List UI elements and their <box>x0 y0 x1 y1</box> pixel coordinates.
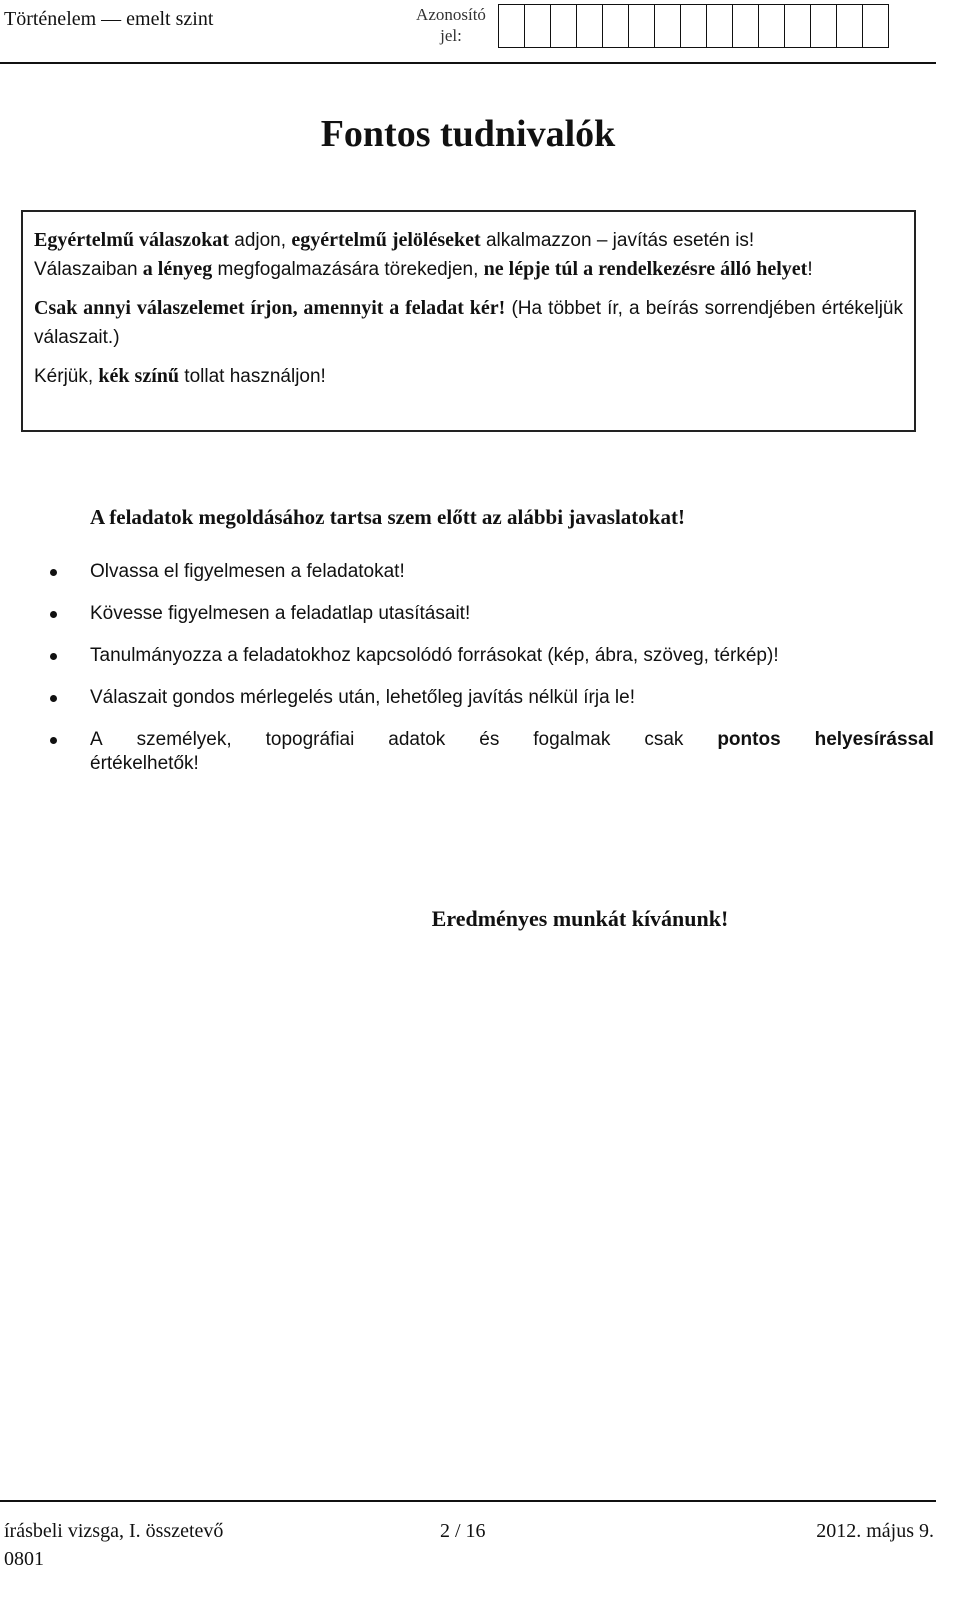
id-code-box <box>654 4 681 48</box>
header-subject: Történelem — emelt szint <box>4 8 214 30</box>
word: A <box>90 729 103 750</box>
instructions-box <box>21 210 916 432</box>
list-item-text: Kövesse figyelmesen a feladatlap utasításait! <box>90 603 471 624</box>
bullet-icon <box>50 611 57 618</box>
id-label: Azonosító jel: <box>416 5 486 45</box>
id-code-box <box>602 4 629 48</box>
header-rule <box>0 62 936 64</box>
rule-text: megfogalmazására törekedjen, <box>212 259 484 280</box>
word: adatok <box>388 729 446 750</box>
footer-rule <box>0 1500 936 1502</box>
rule-text: tollat használjon! <box>179 366 326 387</box>
bullet-icon <box>50 569 57 576</box>
footer-code: 0801 <box>4 1548 44 1570</box>
id-code-box <box>680 4 707 48</box>
list-item <box>48 686 934 710</box>
bullet-icon <box>50 737 57 744</box>
rule-bold: Csak annyi válaszelemet írjon, amennyit a feladat kér! <box>34 297 506 319</box>
rule-bold: Egyértelmű válaszokat <box>34 229 229 251</box>
rule-bold: ne lépje túl a rendelkezésre álló helyet <box>483 258 808 280</box>
footer-date: 2012. május 9. <box>816 1520 934 1542</box>
id-code-box <box>732 4 759 48</box>
rule-paragraph-2 <box>34 255 903 284</box>
rule-bold: egyértelmű jelöléseket <box>291 229 481 251</box>
word: csak <box>644 729 684 750</box>
word: topográfiai <box>265 729 355 750</box>
word-bold: pontos <box>717 729 781 750</box>
list-item-text: Olvassa el figyelmesen a feladatokat! <box>90 561 405 582</box>
word: és <box>479 729 500 750</box>
id-code-box <box>524 4 551 48</box>
rule-text: (Ha többet ír, a beírás sorrendjében értékeljük válaszait.) <box>34 298 903 348</box>
list-item <box>48 560 934 584</box>
closing-message: Eredményes munkát kívánunk! <box>431 906 729 931</box>
id-code-boxes <box>498 4 889 48</box>
list-item <box>48 602 934 626</box>
id-code-box <box>576 4 603 48</box>
rule-paragraph-4 <box>34 362 903 391</box>
id-code-box <box>758 4 785 48</box>
list-item-text: Tanulmányozza a feladatokhoz kapcsolódó forrásokat (kép, ábra, szöveg, térkép)! <box>90 645 779 666</box>
id-code-box <box>810 4 837 48</box>
rule-text: adjon, <box>228 230 292 251</box>
list-item <box>48 644 934 668</box>
bullet-icon <box>50 695 57 702</box>
id-code-box <box>862 4 889 48</box>
rule-text: Kérjük, <box>34 366 99 387</box>
rule-paragraph-1 <box>34 226 903 255</box>
id-code-box <box>706 4 733 48</box>
word: személyek, <box>136 729 232 750</box>
id-code-box <box>836 4 863 48</box>
list-item-text: Válaszait gondos mérlegelés után, lehetőleg javítás nélkül írja le! <box>90 687 635 708</box>
rule-text: ! <box>807 259 813 280</box>
id-code-box <box>784 4 811 48</box>
footer-exam-label: írásbeli vizsga, I. összetevő <box>4 1520 224 1542</box>
list-item <box>48 728 934 776</box>
page-number: 2 / 16 <box>440 1520 486 1542</box>
bullet-icon <box>50 653 57 660</box>
id-code-box <box>550 4 577 48</box>
id-code-box <box>628 4 655 48</box>
page-title: Fontos tudnivalók <box>320 113 616 155</box>
rule-bold: kék színű <box>98 365 180 387</box>
suggestions-heading: A feladatok megoldásához tartsa szem előtt az alábbi javaslatokat! <box>90 505 685 529</box>
id-code-box <box>498 4 525 48</box>
list-item-line <box>90 728 934 752</box>
rule-text: Válaszaiban <box>34 259 143 280</box>
word-bold: helyesírással <box>814 729 934 750</box>
list-item-text: értékelhetők! <box>90 753 199 774</box>
rule-text: alkalmazzon – javítás esetén is! <box>480 230 755 251</box>
word: fogalmak <box>533 729 611 750</box>
rule-bold: a lényeg <box>142 258 213 280</box>
suggestions-list <box>48 560 934 794</box>
rule-paragraph-3 <box>34 294 903 352</box>
